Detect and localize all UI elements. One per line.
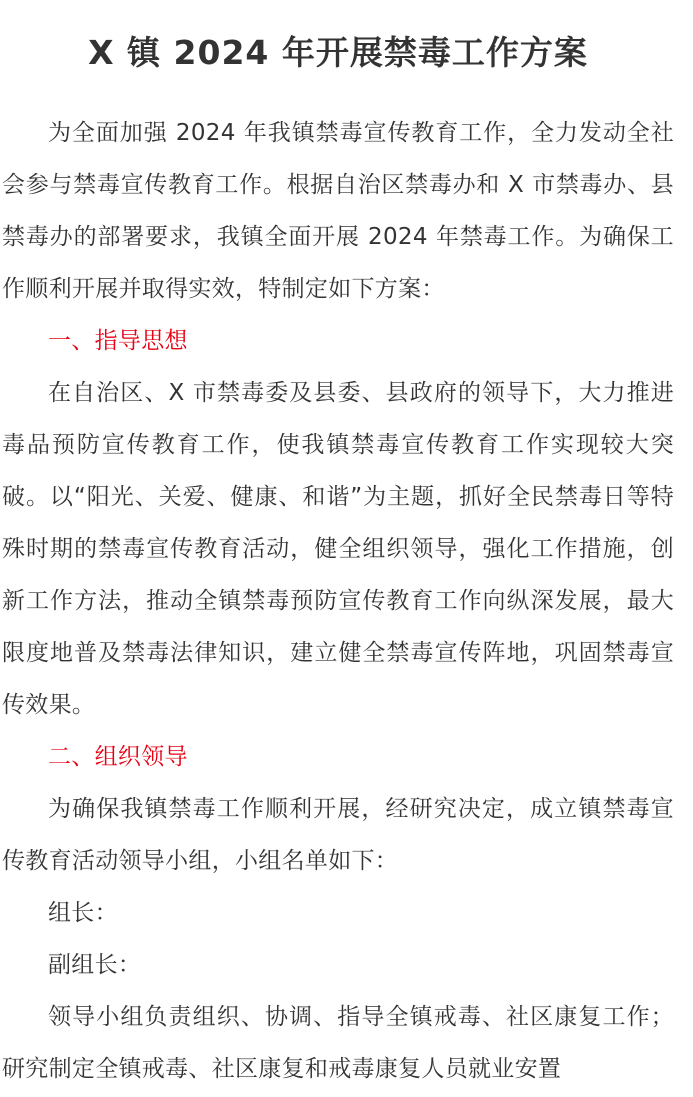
document bbox=[2, 0, 674, 1095]
title-spacer bbox=[2, 80, 674, 107]
organization-paragraph: 为确保我镇禁毒工作顺利开展，经研究决定，成立镇禁毒宣传教育活动领导小组，小组名单如下： bbox=[2, 796, 674, 874]
deputy-leader-line: 副组长： bbox=[48, 952, 142, 978]
leader-line: 组长： bbox=[48, 900, 118, 926]
section-heading-guiding-ideology: 一、指导思想 bbox=[48, 328, 188, 354]
duties-paragraph: 领导小组负责组织、协调、指导全镇戒毒、社区康复工作；研究制定全镇戒毒、社区康复和戒毒康复人员就业安置 bbox=[2, 1004, 674, 1082]
intro-paragraph: 为全面加强 2024 年我镇禁毒宣传教育工作，全力发动全社会参与禁毒宣传教育工作。根据自治区禁毒办和 X 市禁毒办、县禁毒办的部署要求，我镇全面开展 2024 年禁毒工作。为确保工作顺利开展并取得实效，特制定如下方案： bbox=[2, 120, 674, 302]
section-heading-organization: 二、组织领导 bbox=[48, 744, 188, 770]
document-title: X 镇 2024 年开展禁毒工作方案 bbox=[88, 33, 588, 72]
guiding-ideology-paragraph: 在自治区、X 市禁毒委及县委、县政府的领导下，大力推进毒品预防宣传教育工作，使我镇禁毒宣传教育工作实现较大突破。以“阳光、关爱、健康、和谐”为主题，抓好全民禁毒日等特殊时期的禁毒宣传教育活动，健全组织领导，强化工作措施，创新工作方法，推动全镇禁毒预防宣传教育工作向纵深发展，最大限度地普及禁毒法律知识，建立健全禁毒宣传阵地，巩固禁毒宣传效果。 bbox=[2, 380, 674, 718]
